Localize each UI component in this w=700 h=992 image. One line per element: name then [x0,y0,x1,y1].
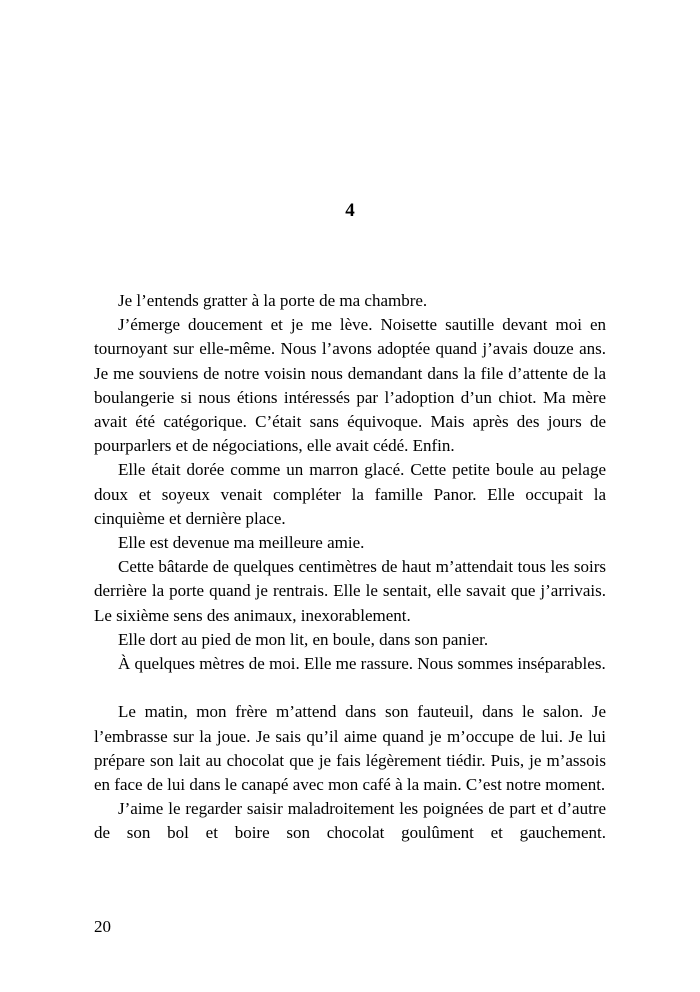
paragraph-1: Je l’entends gratter à la porte de ma chambre. [118,291,428,310]
paragraph-5: Cette bâtarde de quelques centimètres de haut m’attendait tous les soirs derrière la porte quand je rentrais. Elle le sentait, elle savait que j’arrivais. Le sixième sens des animaux, inexorablement. [94,557,606,625]
paragraph-3: Elle était dorée comme un marron glacé. Cette petite boule au pelage doux et soyeux venait compléter la famille Panor. Elle occupait la cinquième et dernière place. [94,460,606,528]
section-break [94,676,606,700]
paragraph-8: Le matin, mon frère m’attend dans son fauteuil, dans le salon. Je l’embrasse sur la joue. Je sais qu’il aime quand je m’occupe de lui. Je lui prépare son lait au chocolat que je fais légèrement tiédir. Puis, je m’assois en face de lui dans le canapé avec mon café à la main. C’est notre moment. [94,702,606,795]
paragraph-2: J’émerge doucement et je me lève. Noisette sautille devant moi en tournoyant sur elle-même. Nous l’avons adoptée quand j’avais douze ans. Je me souviens de notre voisin nous demandant dans la file d’attente de la boulangerie si nous étions intéressés par l’adoption d’un chiot. Ma mère avait été catégorique. C’était sans équivoque. Mais après des jours de pourparlers et de négociations, elle avait cédé. Enfin. [94,315,606,456]
paragraph-6: Elle dort au pied de mon lit, en boule, dans son panier. [118,629,489,649]
text-body [94,289,606,846]
paragraph-4: Elle est devenue ma meilleure amie. [118,533,365,553]
paragraph-7: À quelques mètres de moi. Elle me rassure. Nous sommes inséparables. [118,654,606,674]
paragraph-9: J’aime le regarder saisir maladroitement les poignées de part et d’autre de son bol et boire son chocolat goulûment et gauchement. [94,799,606,843]
chapter-number: 4 [345,200,355,221]
page-number: 20 [94,917,111,936]
